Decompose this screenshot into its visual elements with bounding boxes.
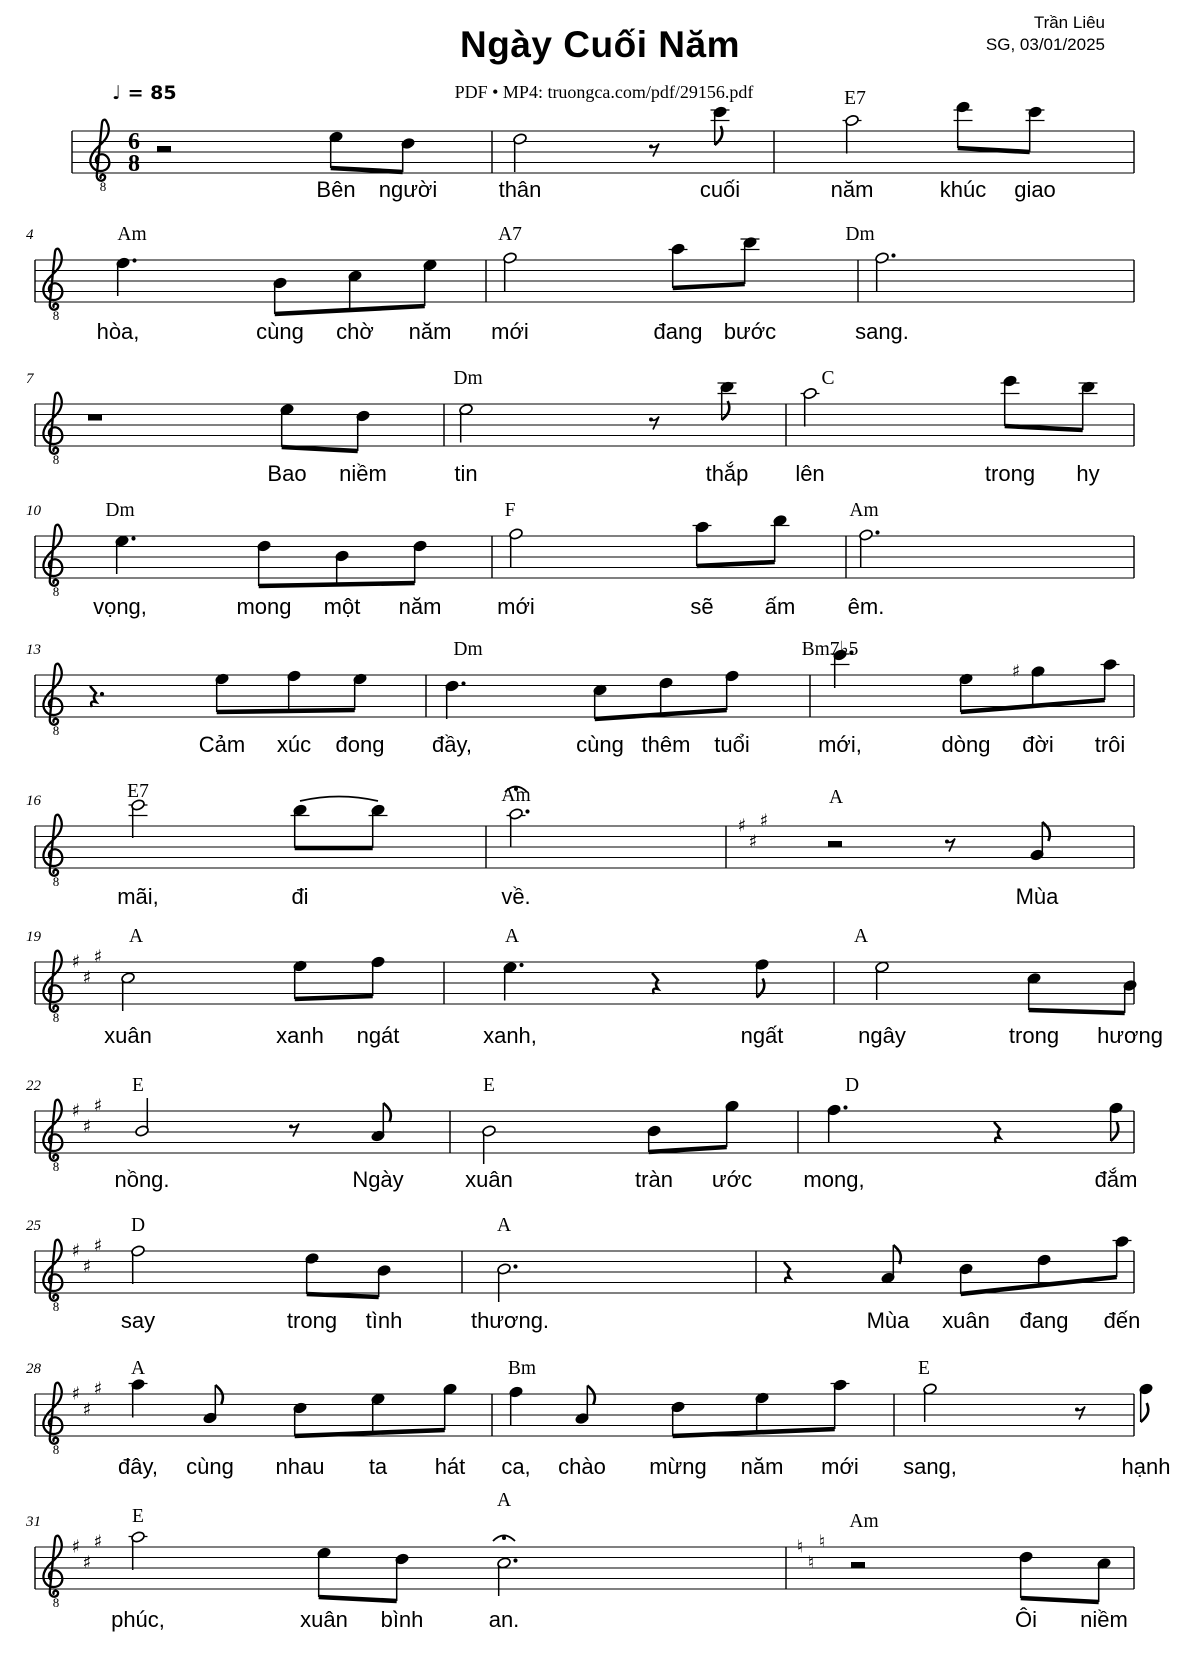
lyric-syllable: hạnh (1121, 1454, 1171, 1479)
augmentation-dot (461, 681, 465, 685)
lyric-syllable: năm (830, 177, 874, 202)
lyric-syllable: sang, (903, 1454, 957, 1479)
lyric-syllable: khúc (939, 177, 987, 202)
lyric-syllable: Bên (316, 177, 356, 202)
chord-label: A7 (498, 224, 522, 245)
lyric-syllable: ngây (858, 1023, 906, 1048)
lyric-syllable: về. (501, 884, 531, 909)
place-date: SG, 03/01/2025 (985, 35, 1105, 55)
lyric-syllable: lên (795, 461, 825, 486)
beam (697, 562, 775, 566)
key-signature-accidental: ♯ (93, 1235, 103, 1257)
augmentation-dot (875, 530, 879, 534)
augmentation-dot (519, 963, 523, 967)
chord-label: A (128, 926, 144, 947)
lyric-syllable: thêm (641, 732, 691, 757)
lyric-syllable: tin (454, 461, 478, 486)
tempo-marking: ♩ = 85 (112, 82, 177, 104)
half-rest (157, 146, 171, 152)
author: Trần Liêu (1033, 13, 1105, 32)
pdf-mp4-link[interactable]: PDF • MP4: truongca.com/pdf/29156.pdf (454, 82, 754, 102)
beam (1021, 1598, 1099, 1602)
measure-number: 16 (26, 793, 41, 809)
lyric-syllable: Ôi (1015, 1607, 1037, 1632)
lyric-syllable: ca, (501, 1454, 531, 1479)
treble-clef-icon (43, 1100, 62, 1161)
lyric-syllable: trôi (1094, 732, 1126, 757)
lyric-syllable: trong (1008, 1023, 1060, 1048)
beam (282, 447, 358, 451)
key-signature-accidental: ♯ (82, 1116, 92, 1138)
beam (673, 1429, 835, 1436)
staff-system (26, 926, 1163, 1048)
lyric-syllable: mừng (649, 1454, 707, 1479)
lyric-syllable: năm (740, 1454, 784, 1479)
lyric-syllable: an. (488, 1607, 520, 1632)
lyric-syllable: ta (368, 1454, 388, 1479)
eighth-flag (383, 1103, 391, 1122)
chord-label: E (132, 1075, 144, 1096)
key-signature-accidental: ♯ (82, 1256, 92, 1278)
staff-system (26, 1358, 1170, 1479)
key-signature-accidental: ♯ (93, 1531, 103, 1553)
treble-clef-icon (43, 525, 62, 586)
clef-octave-8: 8 (52, 452, 60, 467)
beam (319, 1597, 397, 1601)
page-title: Ngày Cuối Năm (460, 24, 740, 65)
lyric-syllable: đang (653, 319, 703, 344)
key-signature-accidental: ♯ (71, 1383, 81, 1405)
beam (1029, 1010, 1125, 1013)
augmentation-dot (513, 1558, 517, 1562)
key-signature-accidental: ♮ (796, 1536, 804, 1558)
staff-system (26, 639, 1134, 757)
eighth-flag (1141, 1403, 1149, 1422)
chord-label: A (504, 926, 520, 947)
lyric-syllable: xuân (104, 1023, 152, 1048)
lyric-syllable: xúc (276, 732, 312, 757)
key-signature-accidental: ♯ (82, 967, 92, 989)
lyric-syllable: tràn (635, 1167, 673, 1192)
measure-number: 25 (26, 1218, 41, 1234)
lyric-syllable: xuân (465, 1167, 513, 1192)
treble-clef-icon (43, 1383, 62, 1444)
lyric-syllable: đời (1022, 732, 1054, 757)
lyric-syllable: đắm (1094, 1167, 1138, 1192)
eighth-flag (587, 1386, 595, 1405)
lyric-syllable: ấm (764, 594, 796, 619)
chord-label: E7 (127, 781, 149, 802)
beam (307, 1294, 379, 1297)
beam (295, 996, 373, 999)
beam (1005, 426, 1083, 430)
augmentation-dot (843, 1105, 847, 1109)
chord-label: D (844, 1075, 860, 1096)
beam (673, 284, 745, 288)
lyric-syllable: mới, (818, 732, 862, 757)
clef-octave-8: 8 (52, 308, 60, 323)
clef-octave-8: 8 (52, 1010, 60, 1025)
key-signature-accidental: ♯ (71, 1536, 81, 1558)
lyric-syllable: tuổi (714, 732, 750, 757)
lyric-syllable: đây, (118, 1454, 158, 1479)
half-rest (828, 841, 842, 847)
chord-label: E (918, 1358, 930, 1379)
lyric-syllable: bình (380, 1607, 424, 1632)
whole-rest (88, 415, 102, 421)
chord-label: Dm (453, 368, 483, 389)
lyric-syllable: vọng, (93, 594, 147, 619)
lyric-syllable: trong (286, 1308, 338, 1333)
lyric-syllable: ngất (740, 1023, 784, 1048)
beam (259, 583, 415, 586)
accidental-sharp: ♯ (1011, 661, 1021, 682)
beam (331, 168, 403, 172)
treble-clef-icon (90, 120, 109, 181)
beam (958, 148, 1030, 152)
measure-number: 4 (26, 227, 34, 243)
chord-label: A (496, 1215, 512, 1236)
half-rest (851, 1562, 865, 1568)
lyric-syllable: tình (365, 1308, 403, 1333)
lyric-syllable: trong (984, 461, 1036, 486)
staff-system (26, 224, 1134, 344)
key-signature-accidental: ♮ (818, 1531, 826, 1553)
clef-octave-8: 8 (52, 1442, 60, 1457)
lyric-syllable: Ngày (352, 1167, 404, 1192)
chord-label: D (130, 1215, 146, 1236)
treble-clef-icon (43, 951, 62, 1012)
treble-clef-icon (43, 1536, 62, 1597)
chord-label: Dm (845, 224, 875, 245)
key-signature-accidental: ♯ (759, 810, 769, 832)
chord-label: Dm (105, 500, 135, 521)
clef-octave-8: 8 (52, 874, 60, 889)
lyric-syllable: cùng (256, 319, 304, 344)
augmentation-dot (132, 258, 136, 262)
lyric-syllable: một (323, 594, 361, 619)
key-signature-accidental: ♯ (71, 1240, 81, 1262)
lyric-syllable: xanh, (483, 1023, 537, 1048)
lyric-syllable: xanh (276, 1023, 324, 1048)
chord-label: Am (849, 500, 879, 521)
lyric-syllable: hương (1097, 1023, 1163, 1048)
key-signature-accidental: ♯ (82, 1552, 92, 1574)
chord-label: A (130, 1358, 146, 1379)
key-signature-accidental: ♯ (737, 815, 747, 837)
lyric-syllable: Mùa (1015, 884, 1059, 909)
lyric-syllable: niềm (339, 461, 387, 486)
key-signature-accidental: ♯ (748, 831, 758, 853)
key-signature-accidental: ♯ (82, 1399, 92, 1421)
staff-system (26, 500, 1134, 619)
eighth-flag (715, 126, 723, 145)
clef-octave-8: 8 (52, 1595, 60, 1610)
augmentation-dot (525, 809, 529, 813)
treble-clef-icon (43, 664, 62, 725)
tie (300, 797, 378, 802)
staff-system (26, 368, 1134, 486)
augmentation-dot (513, 1264, 517, 1268)
chord-label: Dm (453, 639, 483, 660)
chord-label: Am (501, 785, 531, 806)
lyric-syllable: hy (1076, 461, 1100, 486)
time-signature: 6 (128, 129, 140, 155)
chord-label: A (828, 787, 844, 808)
measure-number: 28 (26, 1361, 41, 1377)
chord-label: Bm7♭5 (801, 639, 859, 660)
lyric-syllable: ước (711, 1167, 753, 1192)
measure-number: 13 (26, 642, 41, 658)
beam (649, 1147, 727, 1152)
key-signature-accidental: ♯ (71, 1100, 81, 1122)
treble-clef-icon (43, 393, 62, 454)
lyric-syllable: cùng (576, 732, 624, 757)
lyric-syllable: đi (291, 884, 309, 909)
key-signature-accidental: ♯ (93, 1095, 103, 1117)
lyric-syllable: nồng. (114, 1167, 170, 1192)
chord-label: C (821, 368, 835, 389)
fermata (502, 1536, 506, 1540)
lyric-syllable: Mùa (866, 1308, 910, 1333)
lyric-syllable: cuối (699, 177, 741, 202)
lyric-syllable: người (378, 177, 438, 202)
lyric-syllable: thắp (705, 461, 749, 486)
staff-system (26, 781, 1134, 909)
lyric-syllable: phúc, (111, 1607, 165, 1632)
lyric-syllable: niềm (1080, 1607, 1128, 1632)
lyric-syllable: nhau (275, 1454, 325, 1479)
chord-label: Bm (507, 1358, 537, 1379)
chord-label: Am (117, 224, 147, 245)
clef-octave-8: 8 (52, 723, 60, 738)
chord-label: Am (849, 1511, 879, 1532)
lyric-syllable: hòa, (96, 319, 140, 344)
staff-system (26, 1215, 1140, 1333)
treble-clef-icon (43, 1240, 62, 1301)
chord-label: E (132, 1506, 144, 1527)
lyric-syllable: ngát (356, 1023, 400, 1048)
clef-octave-8: 8 (99, 179, 107, 194)
measure-number: 7 (26, 371, 34, 387)
key-signature-accidental: ♯ (71, 951, 81, 973)
lyric-syllable: xuân (942, 1308, 990, 1333)
lyric-syllable: Bao (267, 461, 307, 486)
chord-label: E (483, 1075, 495, 1096)
lyric-syllable: giao (1014, 177, 1056, 202)
chord-label: F (504, 500, 516, 521)
eighth-flag (1042, 822, 1050, 841)
lyric-syllable: mong (236, 594, 292, 619)
measure-number: 22 (26, 1078, 41, 1094)
lyric-syllable: đầy, (432, 732, 472, 757)
measure-number: 19 (26, 929, 41, 945)
key-signature-accidental: ♮ (807, 1552, 815, 1574)
lyric-syllable: say (120, 1308, 156, 1333)
staff-system (72, 88, 1134, 202)
augmentation-dot (891, 253, 895, 257)
lyric-syllable: thương. (470, 1308, 550, 1333)
key-signature-accidental: ♯ (93, 1378, 103, 1400)
lyric-syllable: thân (498, 177, 542, 202)
eighth-flag (757, 979, 765, 998)
lyric-syllable: Cảm (198, 732, 246, 757)
treble-clef-icon (43, 815, 62, 876)
lyric-syllable: mong, (803, 1167, 865, 1192)
lyric-syllable: đang (1019, 1308, 1069, 1333)
lyric-syllable: mới (821, 1454, 859, 1479)
clef-octave-8: 8 (52, 1299, 60, 1314)
chord-label: A (853, 926, 869, 947)
clef-octave-8: 8 (52, 584, 60, 599)
staff-system (25, 1490, 1134, 1632)
augmentation-dot (100, 692, 104, 696)
lyric-syllable: chờ (336, 319, 374, 344)
measure-number: 10 (26, 503, 41, 519)
lyric-syllable: sang. (855, 319, 909, 344)
lyric-syllable: sẽ (690, 594, 714, 619)
lyric-syllable: đong (335, 732, 385, 757)
lyric-syllable: cùng (186, 1454, 234, 1479)
lyric-syllable: dòng (941, 732, 991, 757)
lyric-syllable: xuân (300, 1607, 348, 1632)
lyric-syllable: đến (1103, 1308, 1141, 1333)
lyric-syllable: năm (398, 594, 442, 619)
lyric-syllable: chào (558, 1454, 606, 1479)
staff-system (26, 1075, 1137, 1192)
treble-clef-icon (43, 249, 62, 310)
lyric-syllable: hát (434, 1454, 466, 1479)
lyric-syllable: bước (723, 319, 777, 344)
chord-label: E7 (844, 88, 866, 109)
lyric-syllable: năm (408, 319, 452, 344)
lyric-syllable: êm. (847, 594, 885, 619)
chord-label: A (496, 1490, 512, 1511)
lyric-syllable: mới (497, 594, 535, 619)
augmentation-dot (131, 536, 135, 540)
beam (295, 1430, 445, 1436)
measure-number: 31 (26, 1514, 41, 1530)
lyric-syllable: mãi, (117, 884, 159, 909)
beam (217, 710, 355, 712)
clef-octave-8: 8 (52, 1159, 60, 1174)
time-signature: 8 (128, 151, 140, 177)
key-signature-accidental: ♯ (93, 946, 103, 968)
lyric-syllable: mới (491, 319, 529, 344)
